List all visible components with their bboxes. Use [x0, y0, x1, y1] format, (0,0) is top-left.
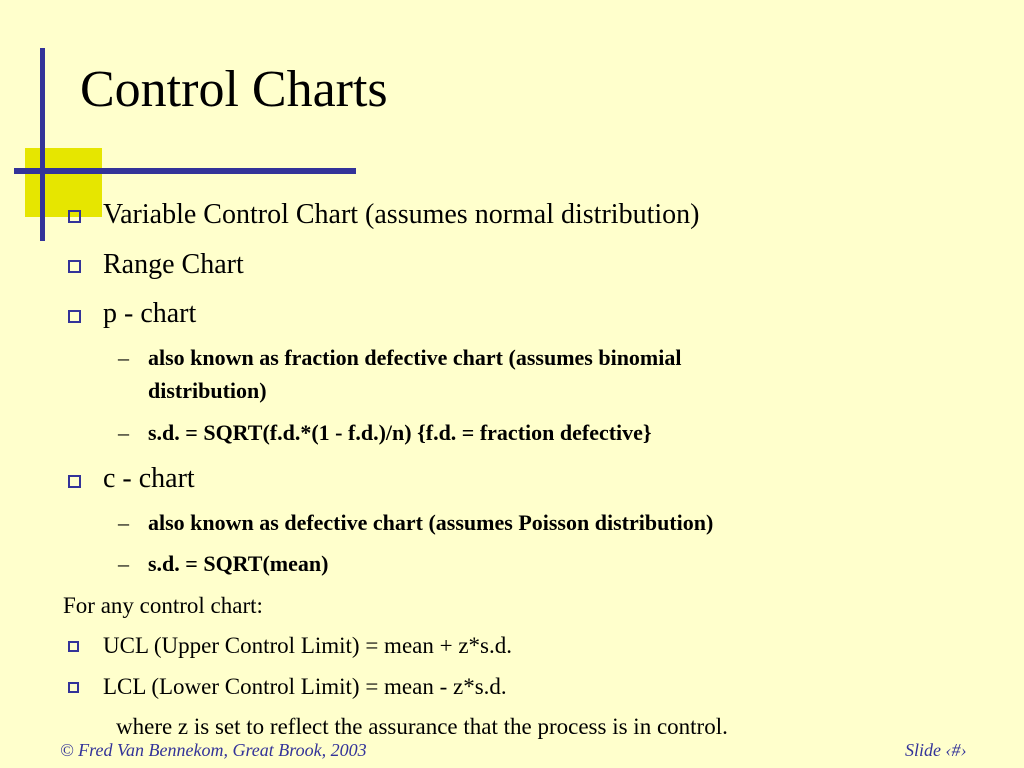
footer-slide-number: Slide ‹#›: [905, 740, 967, 760]
c-chart-sub-1: also known as defective chart (assumes Poisson distribution): [148, 510, 714, 535]
ucl-formula: UCL (Upper Control Limit) = mean + z*s.d.: [103, 633, 512, 658]
where-z-note: where z is set to reflect the assurance that the process is in control.: [116, 714, 728, 739]
lcl-formula: LCL (Lower Control Limit) = mean - z*s.d.: [103, 674, 507, 699]
bullet-range-chart: Range Chart: [103, 249, 244, 280]
slide-title: Control Charts: [80, 61, 388, 118]
p-chart-sub-1: also known as fraction defective chart (assumes binomial: [148, 345, 682, 370]
yellow-square-decoration: [25, 148, 102, 217]
bullet-variable-control-chart: Variable Control Chart (assumes normal distribution): [103, 199, 700, 230]
dash-bullet: –: [118, 510, 129, 535]
c-chart-sub-2: s.d. = SQRT(mean): [148, 551, 329, 576]
dash-bullet: –: [118, 551, 129, 576]
p-chart-sub-1-cont: distribution): [148, 378, 267, 403]
square-bullet-icon: [68, 641, 79, 652]
dash-bullet: –: [118, 420, 129, 445]
square-bullet-icon: [68, 475, 81, 488]
bullet-c-chart: c - chart: [103, 463, 195, 494]
square-bullet-icon: [68, 682, 79, 693]
horizontal-accent-line: [14, 168, 356, 174]
vertical-accent-line: [40, 48, 45, 241]
square-bullet-icon: [68, 310, 81, 323]
dash-bullet: –: [118, 345, 129, 370]
p-chart-sub-2: s.d. = SQRT(f.d.*(1 - f.d.)/n) {f.d. = fraction defective}: [148, 420, 652, 445]
footer-copyright: © Fred Van Bennekom, Great Brook, 2003: [60, 740, 367, 760]
square-bullet-icon: [68, 260, 81, 273]
square-bullet-icon: [68, 210, 81, 223]
for-any-heading: For any control chart:: [63, 593, 263, 618]
bullet-p-chart: p - chart: [103, 298, 197, 329]
